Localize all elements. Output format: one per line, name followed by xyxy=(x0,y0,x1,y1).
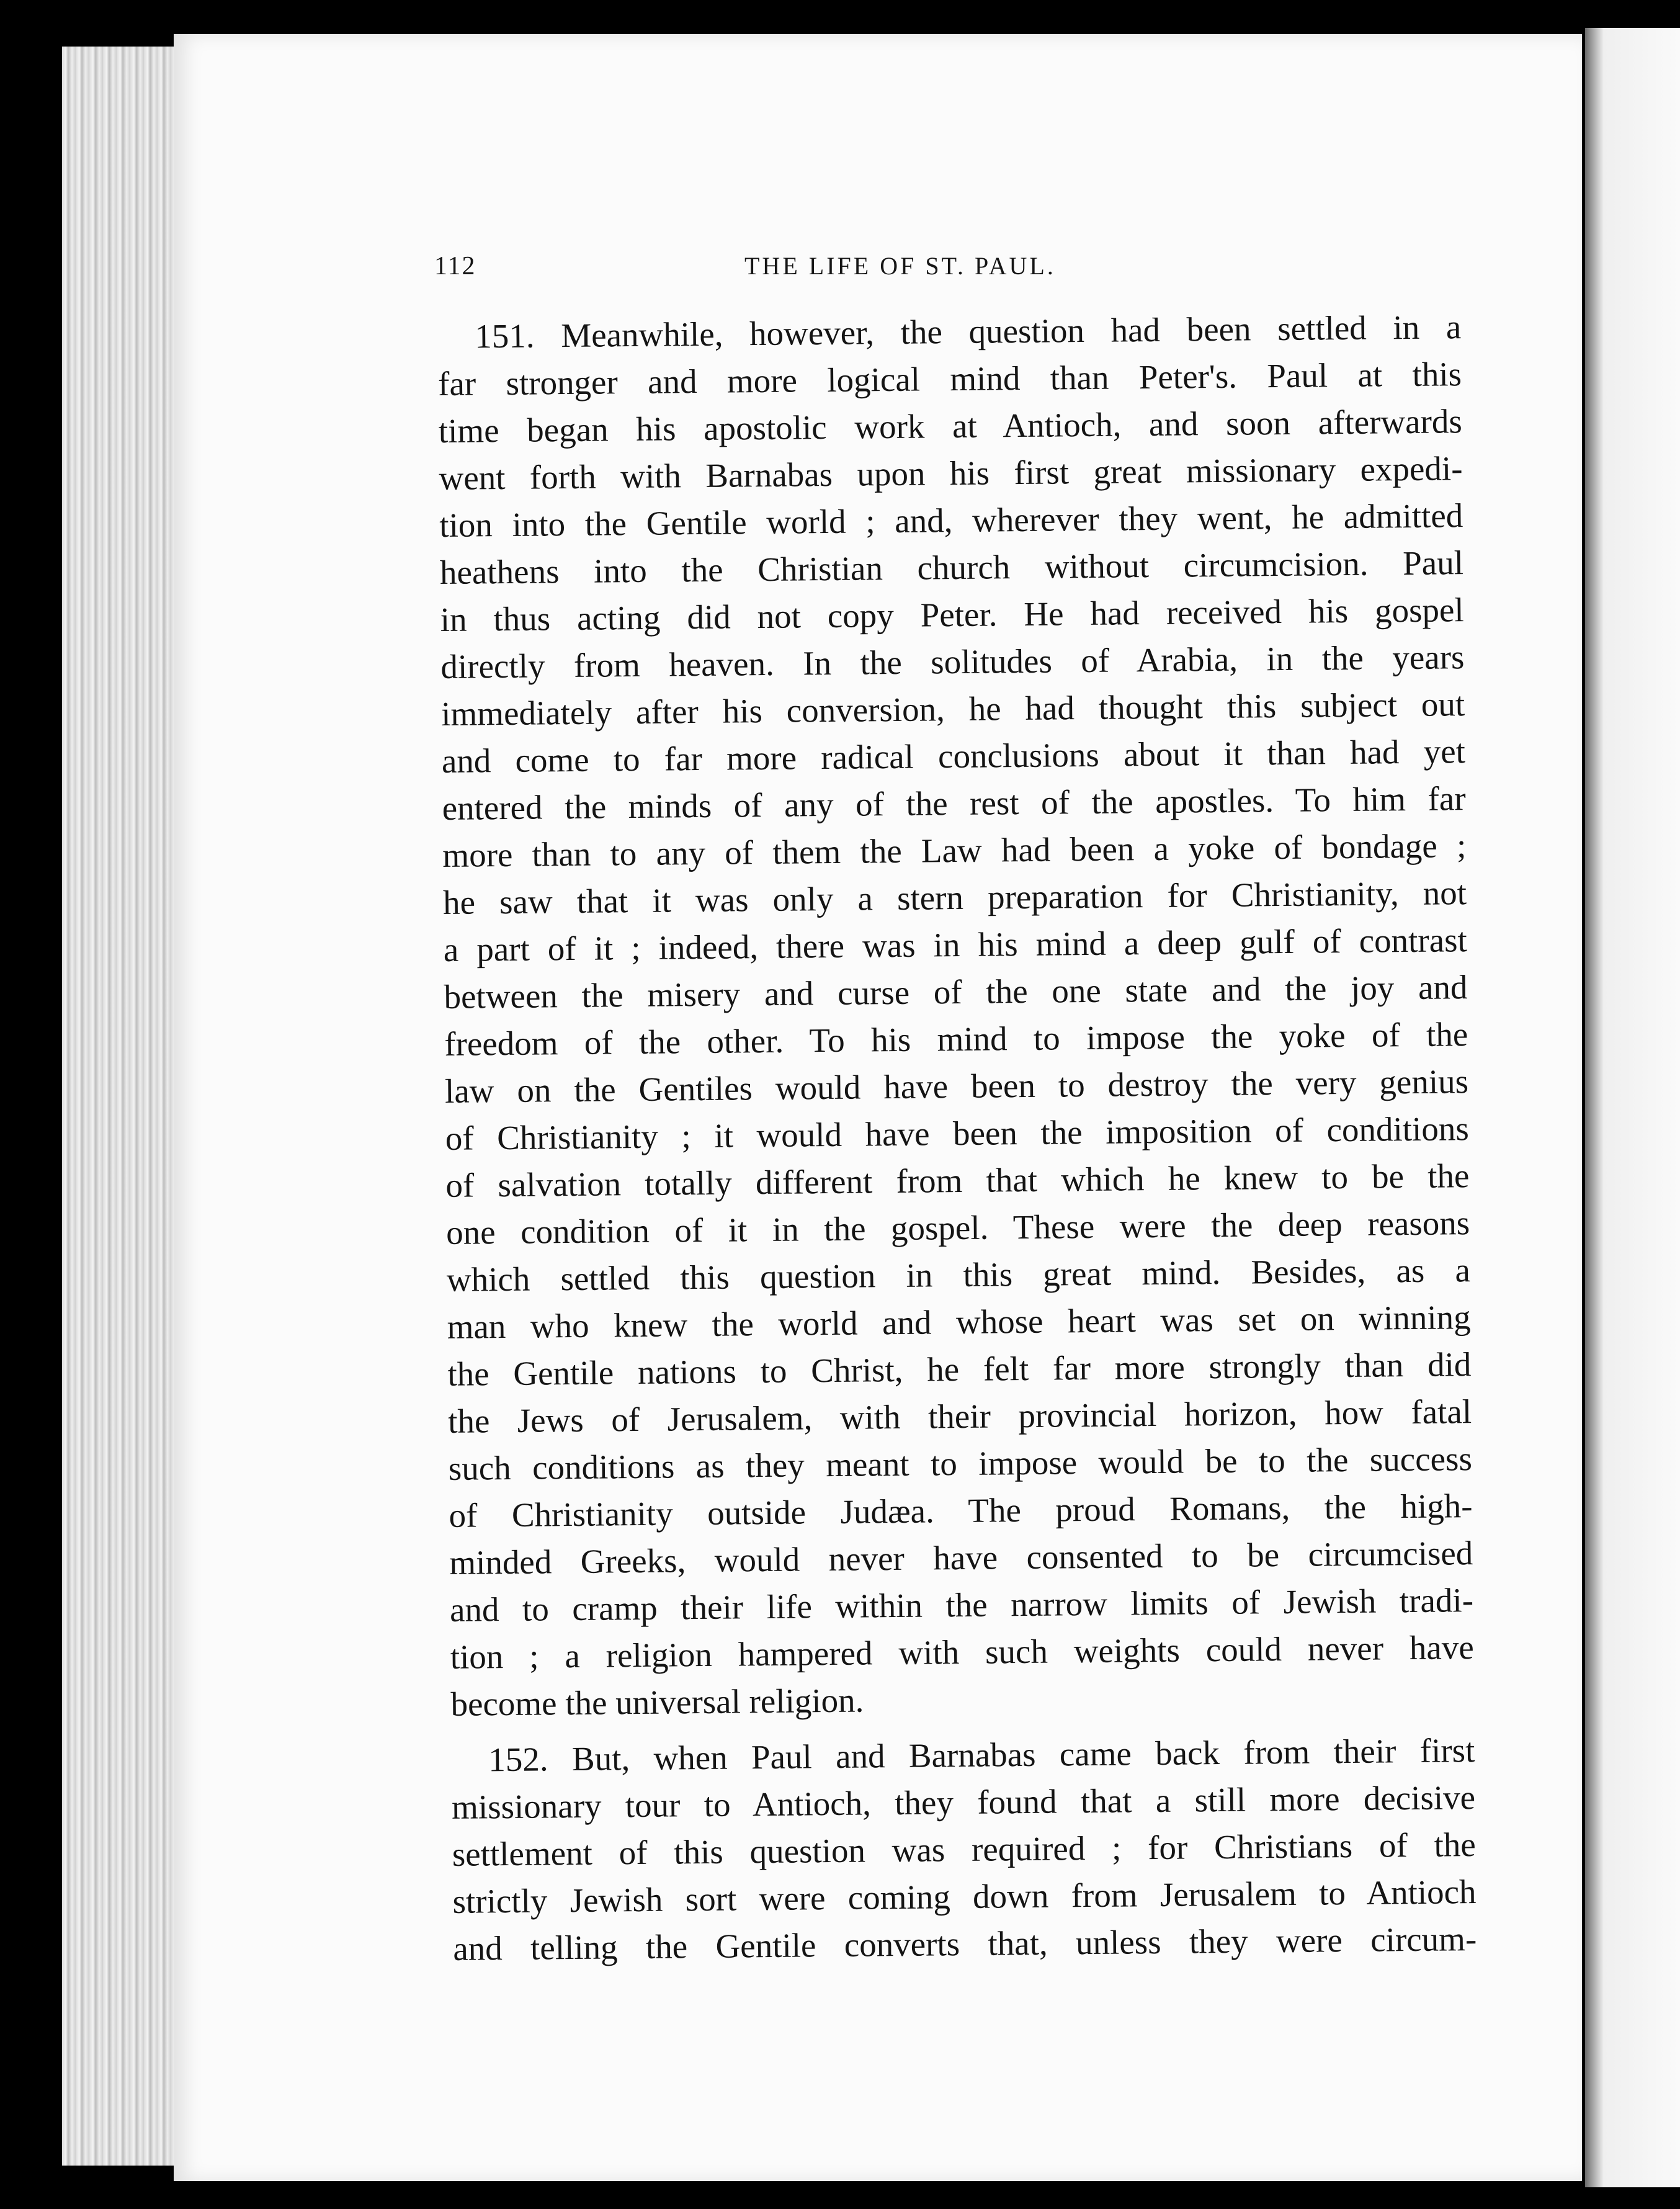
text-line: and telling the Gentile converts that, unless they were circum- xyxy=(453,1920,1477,1968)
next-page-edge xyxy=(1585,28,1680,2187)
text-line: heathens into the Christian church without circumcision. Paul xyxy=(439,544,1464,591)
text-line: the Gentile nations to Christ, he felt far more strongly than did xyxy=(447,1345,1472,1393)
text-line: tion ; a religion hampered with such weights could never have xyxy=(450,1628,1475,1676)
text-line: the Jews of Jerusalem, with their provincial horizon, how fatal xyxy=(447,1392,1472,1440)
text-line: such conditions as they meant to impose would be to the success xyxy=(448,1440,1473,1487)
text-line: law on the Gentiles would have been to destroy the very genius xyxy=(444,1062,1469,1110)
body-text xyxy=(437,303,1477,1973)
text-line: far stronger and more logical mind than Peter's. Paul at this xyxy=(437,355,1462,403)
page-number: 112 xyxy=(434,252,476,280)
text-line: tion into the Gentile world ; and, wherever they went, he admitted xyxy=(439,496,1463,544)
text-line: entered the minds of any of the rest of the apostles. To him far xyxy=(442,779,1466,827)
text-line: and come to far more radical conclusions about it than had yet xyxy=(441,732,1466,780)
text-line: between the misery and curse of the one state and the joy and xyxy=(444,968,1468,1016)
text-line: missionary tour to Antioch, they found that a still more decisive xyxy=(451,1778,1476,1826)
text-line: of Christianity outside Judæa. The proud Romans, the high- xyxy=(449,1487,1473,1535)
text-line: of Christianity ; it would have been the imposition of conditions xyxy=(445,1109,1469,1157)
text-line: time began his apostolic work at Antioch, and soon afterwards xyxy=(438,402,1463,450)
text-line: 151. Meanwhile, however, the question had been settled in a xyxy=(475,308,1462,356)
text-line: he saw that it was only a stern preparation for Christianity, not xyxy=(442,874,1467,921)
text-line: one condition of it in the gospel. These were the deep reasons xyxy=(445,1204,1470,1252)
text-line: 152. But, when Paul and Barnabas came back from their first xyxy=(488,1731,1475,1779)
text-line: and to cramp their life within the narrow limits of Jewish tradi- xyxy=(449,1581,1474,1629)
paragraph-152 xyxy=(451,1727,1477,1973)
text-line: a part of it ; indeed, there was in his mind a deep gulf of contrast xyxy=(443,921,1468,969)
running-title: THE LIFE OF ST. PAUL. xyxy=(744,252,1056,280)
text-line: strictly Jewish sort were coming down from Jerusalem to Antioch xyxy=(452,1873,1477,1920)
text-line: which settled this question in this great mind. Besides, as a xyxy=(446,1251,1471,1299)
text-line: settlement of this question was required ; for Christians of the xyxy=(452,1826,1477,1873)
text-line: immediately after his conversion, he had thought this subject out xyxy=(440,685,1465,733)
text-line: of salvation totally different from that which he knew to be the xyxy=(445,1157,1470,1204)
text-line: become the universal religion. xyxy=(450,1681,864,1723)
paragraph-151 xyxy=(437,303,1475,1728)
text-line: directly from heaven. In the solitudes of Arabia, in the years xyxy=(440,638,1465,686)
text-line: went forth with Barnabas upon his first great missionary expedi- xyxy=(439,449,1463,497)
running-head xyxy=(434,251,1464,301)
text-line: freedom of the other. To his mind to impose the yoke of the xyxy=(444,1015,1468,1063)
text-line: man who knew the world and whose heart was set on winning xyxy=(447,1298,1471,1346)
text-line: in thus acting did not copy Peter. He had received his gospel xyxy=(440,591,1464,639)
text-line: more than to any of them the Law had been a yoke of bondage ; xyxy=(442,827,1467,874)
text-line: minded Greeks, would never have consented to be circumcised xyxy=(449,1534,1473,1582)
